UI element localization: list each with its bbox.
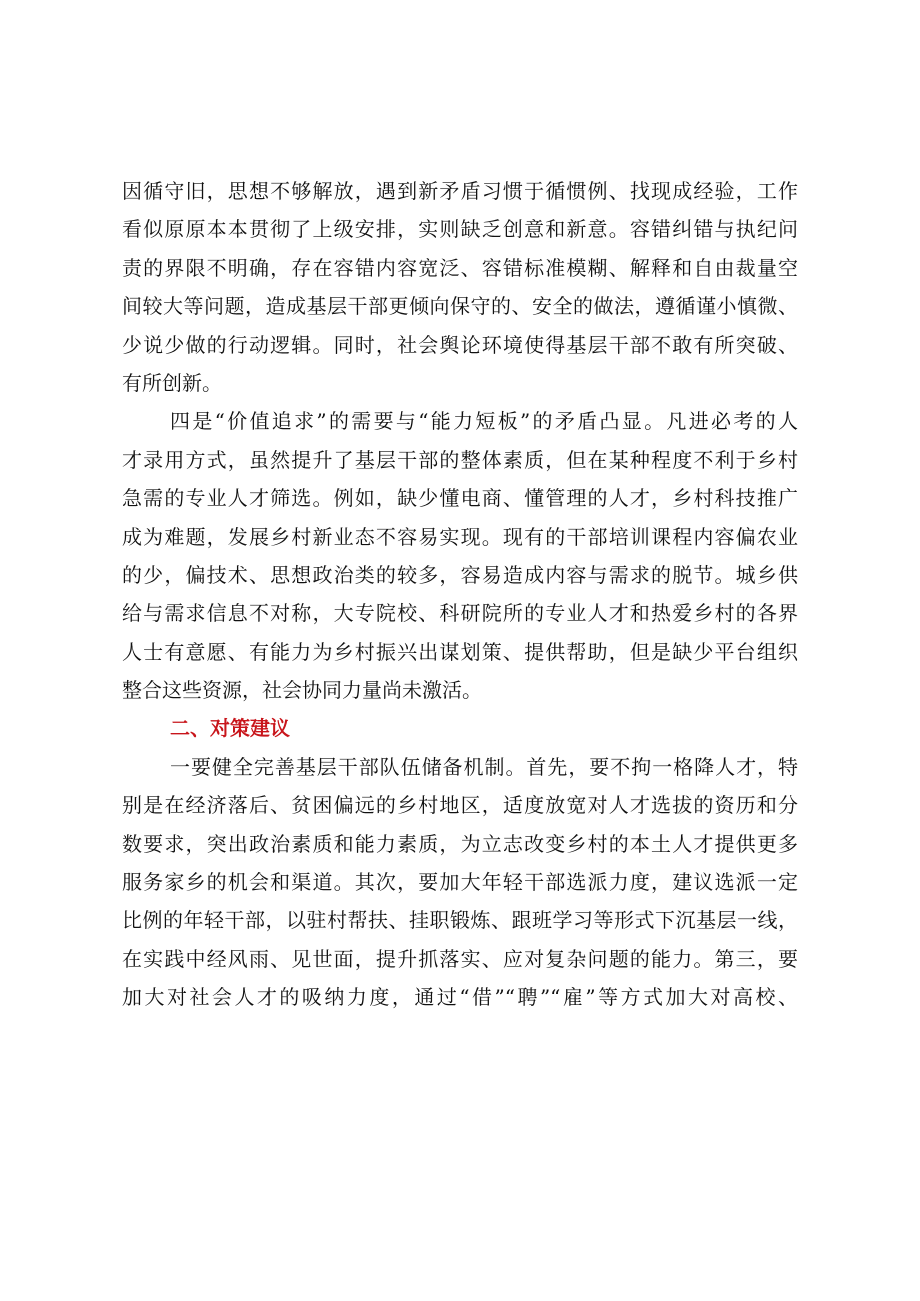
paragraph-four bbox=[122, 402, 798, 709]
text-line: 责的界限不明确，存在容错内容宽泛、容错标准模糊、解释和自由裁量空 bbox=[122, 255, 798, 280]
text-line: 一要健全完善基层干部队伍储备机制。首先，要不拘一格降人才，特 bbox=[170, 754, 798, 779]
text-line: 服务家乡的机会和渠道。其次，要加大年轻干部选派力度，建议选派一定 bbox=[122, 870, 798, 895]
text-line: 人士有意愿、有能力为乡村振兴出谋划策、提供帮助，但是缺少平台组织 bbox=[122, 639, 798, 664]
text-line: 别是在经济落后、贫困偏远的乡村地区，适度放宽对人才选拔的资历和分 bbox=[122, 793, 798, 818]
text-line: 加大对社会人才的吸纳力度，通过“借”“聘”“雇”等方式加大对高校、 bbox=[122, 985, 798, 1010]
paragraph-continuation bbox=[122, 172, 798, 402]
text-line: 少说少做的行动逻辑。同时，社会舆论环境使得基层干部不敢有所突破、 bbox=[122, 332, 798, 357]
section-heading: 二、对策建议 bbox=[170, 716, 290, 741]
text-line: 间较大等问题，造成基层干部更倾向保守的、安全的做法，遵循谨小慎微、 bbox=[122, 294, 798, 319]
text-line: 才录用方式，虽然提升了基层干部的整体素质，但在某种程度不利于乡村 bbox=[122, 447, 798, 472]
text-line: 在实践中经风雨、见世面，提升抓落实、应对复杂问题的能力。第三，要 bbox=[122, 946, 798, 971]
text-line: 有所创新。 bbox=[122, 370, 222, 395]
text-line: 给与需求信息不对称，大专院校、科研院所的专业人才和热爱乡村的各界 bbox=[122, 601, 798, 626]
text-line: 比例的年轻干部，以驻村帮扶、挂职锻炼、跟班学习等形式下沉基层一线， bbox=[122, 908, 798, 933]
text-line: 四是“价值追求”的需要与“能力短板”的矛盾凸显。凡进必考的人 bbox=[170, 409, 798, 434]
text-line: 因循守旧，思想不够解放，遇到新矛盾习惯于循惯例、找现成经验，工作 bbox=[122, 179, 798, 203]
text-line: 数要求，突出政治素质和能力素质，为立志改变乡村的本土人才提供更多 bbox=[122, 831, 798, 856]
text-line: 看似原原本本贯彻了上级安排，实则缺乏创意和新意。容错纠错与执纪问 bbox=[122, 217, 798, 242]
document-body bbox=[122, 172, 798, 1017]
paragraph-one-measure bbox=[122, 748, 798, 1017]
text-line: 的少，偏技术、思想政治类的较多，容易造成内容与需求的脱节。城乡供 bbox=[122, 562, 798, 587]
text-line: 整合这些资源，社会协同力量尚未激活。 bbox=[122, 678, 482, 703]
text-line: 急需的专业人才筛选。例如，缺少懂电商、懂管理的人才，乡村科技推广 bbox=[122, 486, 798, 511]
text-line: 成为难题，发展乡村新业态不容易实现。现有的干部培训课程内容偏农业 bbox=[122, 524, 798, 549]
